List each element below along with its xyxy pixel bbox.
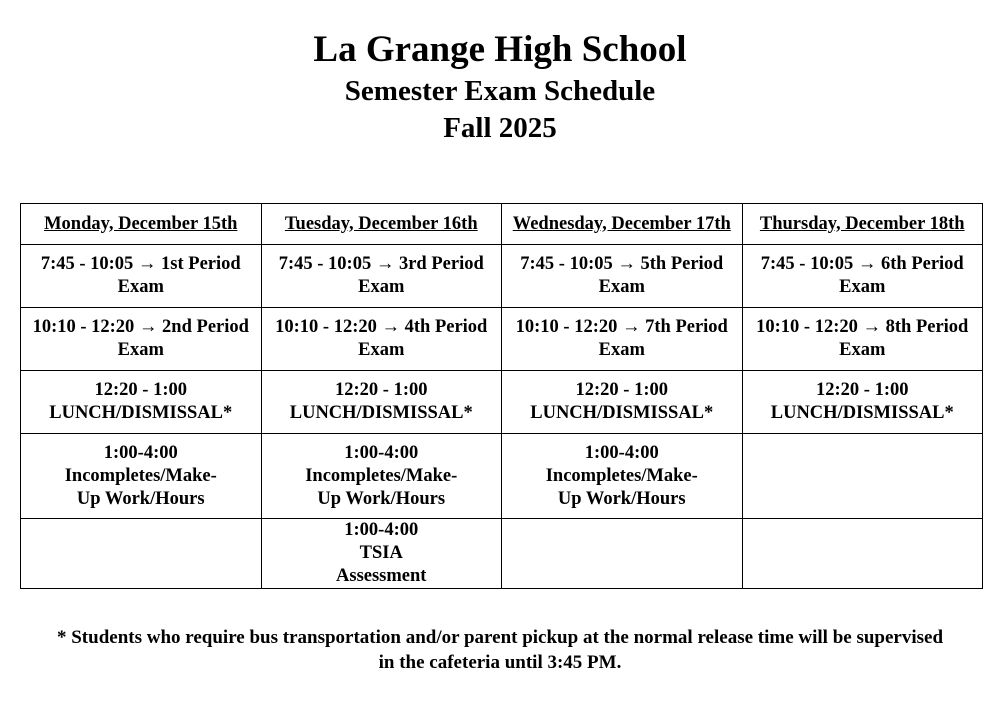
schedule-cell: 1:00-4:00 TSIA Assessment xyxy=(261,519,502,589)
table-header-row xyxy=(21,204,983,245)
schedule-cell xyxy=(742,519,983,589)
schedule-cell xyxy=(742,434,983,519)
schedule-cell: 12:20 - 1:00 LUNCH/DISMISSAL* xyxy=(742,371,983,434)
schedule-cell: 12:20 - 1:00 LUNCH/DISMISSAL* xyxy=(261,371,502,434)
schedule-cell: 7:45 - 10:05 → 3rd Period Exam xyxy=(261,245,502,308)
schedule-cell: 12:20 - 1:00 LUNCH/DISMISSAL* xyxy=(502,371,743,434)
day-header: Wednesday, December 17th xyxy=(502,204,743,245)
table-row xyxy=(21,434,983,519)
schedule-cell xyxy=(21,519,262,589)
schedule-cell: 7:45 - 10:05 → 1st Period Exam xyxy=(21,245,262,308)
schedule-cell: 10:10 - 12:20 → 4th Period Exam xyxy=(261,308,502,371)
schedule-cell: 10:10 - 12:20 → 7th Period Exam xyxy=(502,308,743,371)
schedule-cell: 10:10 - 12:20 → 2nd Period Exam xyxy=(21,308,262,371)
day-header: Monday, December 15th xyxy=(21,204,262,245)
schedule-cell: 7:45 - 10:05 → 6th Period Exam xyxy=(742,245,983,308)
day-header: Thursday, December 18th xyxy=(742,204,983,245)
table-row xyxy=(21,245,983,308)
table-row xyxy=(21,371,983,434)
schedule-cell: 7:45 - 10:05 → 5th Period Exam xyxy=(502,245,743,308)
exam-schedule-table xyxy=(20,203,983,589)
schedule-cell xyxy=(502,519,743,589)
schedule-cell: 10:10 - 12:20 → 8th Period Exam xyxy=(742,308,983,371)
schedule-cell: 1:00-4:00 Incompletes/Make-Up Work/Hours xyxy=(261,434,502,519)
table-row xyxy=(21,519,983,589)
schedule-cell: 12:20 - 1:00 LUNCH/DISMISSAL* xyxy=(21,371,262,434)
table-row xyxy=(21,308,983,371)
schedule-subtitle: Semester Exam Schedule xyxy=(344,75,656,107)
day-header: Tuesday, December 16th xyxy=(261,204,502,245)
schedule-cell: 1:00-4:00 Incompletes/Make-Up Work/Hours xyxy=(502,434,743,519)
school-title: La Grange High School xyxy=(313,29,687,70)
schedule-cell: 1:00-4:00 Incompletes/Make-Up Work/Hours xyxy=(21,434,262,519)
dismissal-footnote: * Students who require bus transportation and/or parent pickup at the normal release time will be supervised in the cafeteria until 3:45 PM. xyxy=(56,627,944,673)
term-label: Fall 2025 xyxy=(443,112,557,144)
